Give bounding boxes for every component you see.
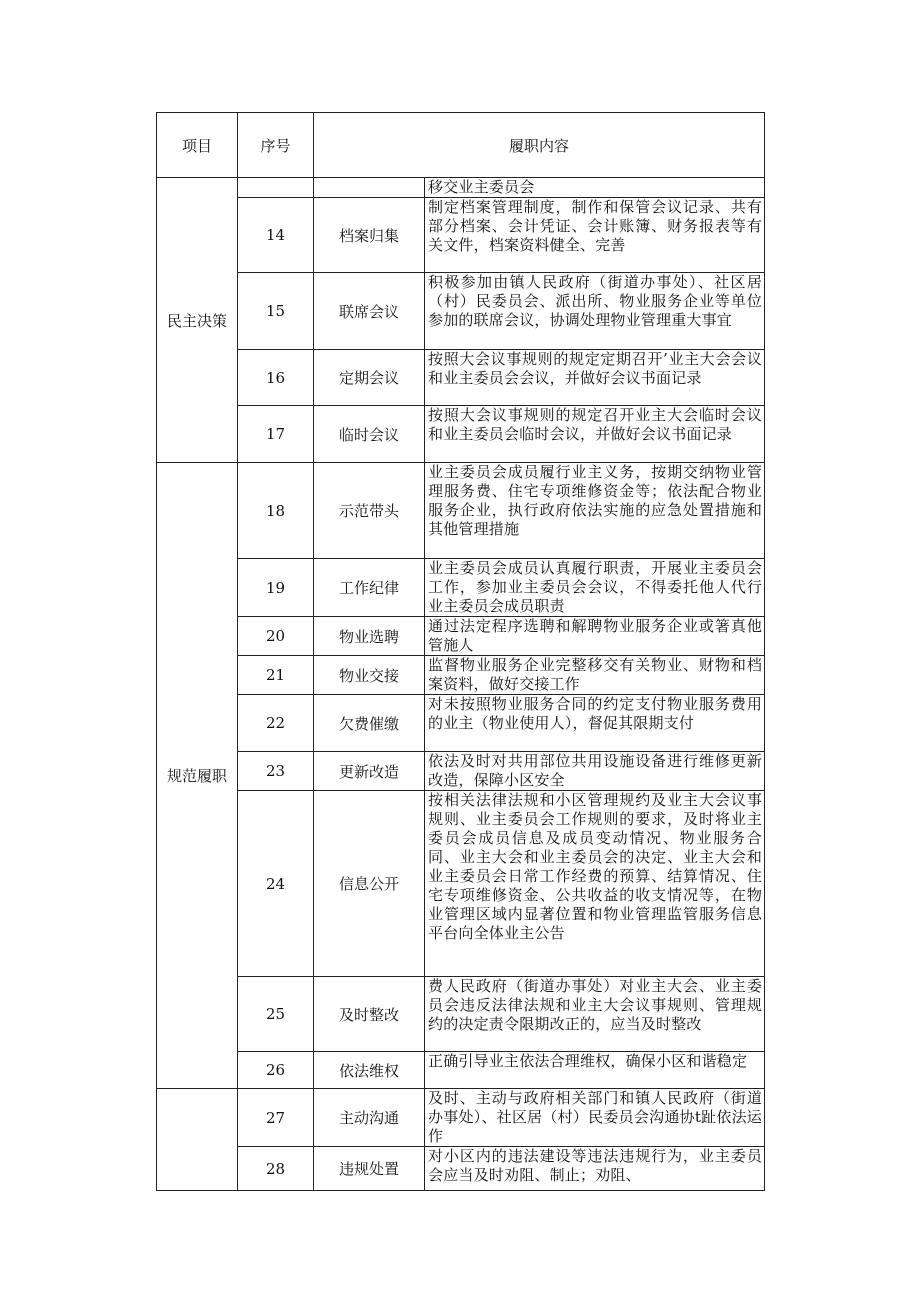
row-content: 制定档案管理制度，制作和保管会议记录、共有部分档案、会计凭证、会计账簿、财务报表等有关文件，档案资料健全、完善 xyxy=(425,198,765,273)
row-content: 费人民政府（街道办事处）对业主大会、业主委员会违反法律法规和业主大会议事规则、管理规约的决定责令限期改正的，应当及时整改 xyxy=(425,977,765,1052)
table-row xyxy=(157,977,765,1052)
row-content: 积极参加由镇人民政府（街道办事处）、社区居（村）民委员会、派出所、物业服务企业等单位参加的联席会议，协调处理物业管理重大事宜 xyxy=(425,273,765,350)
row-number: 27 xyxy=(238,1089,314,1147)
row-number: 21 xyxy=(238,656,314,695)
row-name: 依法维权 xyxy=(314,1052,425,1089)
row-content: 通过法定程序选聘和解聘物业服务企业或箸真他管施人 xyxy=(425,617,765,656)
row-name xyxy=(314,178,425,198)
row-number: 28 xyxy=(238,1147,314,1191)
row-name: 临时会议 xyxy=(314,406,425,463)
row-number xyxy=(238,178,314,198)
category-minzhu: 民主决策 xyxy=(157,178,238,463)
row-number: 19 xyxy=(238,559,314,617)
row-number: 20 xyxy=(238,617,314,656)
table-row xyxy=(157,463,765,559)
row-name: 定期会议 xyxy=(314,350,425,406)
row-number: 18 xyxy=(238,463,314,559)
row-number: 24 xyxy=(238,791,314,977)
row-name: 物业选聘 xyxy=(314,617,425,656)
row-name: 违规处置 xyxy=(314,1147,425,1191)
table-row xyxy=(157,559,765,617)
header-row xyxy=(157,113,765,178)
row-content: 对未按照物业服务合同的约定支付物业服务费用的业主（物业使用人），督促其限期支付 xyxy=(425,695,765,752)
row-name: 欠费催缴 xyxy=(314,695,425,752)
duty-table xyxy=(156,112,765,1191)
row-content: 业主委员会成员认真履行职责，开展业主委员会工作，参加业主委员会会议，不得委托他人代行业主委员会成员职责 xyxy=(425,559,765,617)
row-number: 14 xyxy=(238,198,314,273)
table-row xyxy=(157,1147,765,1191)
row-number: 15 xyxy=(238,273,314,350)
row-number: 17 xyxy=(238,406,314,463)
header-number: 序号 xyxy=(238,113,314,178)
category-last xyxy=(157,1089,238,1191)
category-guifan: 规范履职 xyxy=(157,463,238,1089)
row-content: 正确引导业主依法合理维权，确保小区和谐稳定 xyxy=(425,1052,765,1089)
row-content: 按照大会议事规则的规定定期召开’业主大会会议和业主委员会会议，并做好会议书面记录 xyxy=(425,350,765,406)
row-name: 及时整改 xyxy=(314,977,425,1052)
table-row xyxy=(157,1052,765,1089)
row-name: 联席会议 xyxy=(314,273,425,350)
row-name: 档案归集 xyxy=(314,198,425,273)
table-row xyxy=(157,695,765,752)
table-row xyxy=(157,198,765,273)
row-name: 工作纪律 xyxy=(314,559,425,617)
row-content: 及时、主动与政府相关部门和镇人民政府（街道办事处）、社区居（村）民委员会沟通协t趾依法运作 xyxy=(425,1089,765,1147)
row-name: 更新改造 xyxy=(314,752,425,791)
row-number: 22 xyxy=(238,695,314,752)
table-row xyxy=(157,273,765,350)
header-category: 项目 xyxy=(157,113,238,178)
row-name: 物业交接 xyxy=(314,656,425,695)
table-row xyxy=(157,178,765,198)
row-number: 16 xyxy=(238,350,314,406)
row-number: 26 xyxy=(238,1052,314,1089)
row-name: 示范带头 xyxy=(314,463,425,559)
table-row xyxy=(157,350,765,406)
row-name: 信息公开 xyxy=(314,791,425,977)
header-content: 履职内容 xyxy=(314,113,765,178)
row-content: 按照大会议事规则的规定召开业主大会临时会议和业主委员会临时会议，并做好会议书面记录 xyxy=(425,406,765,463)
row-content: 业主委员会成员履行业主义务，按期交纳物业管理服务费、住宅专项维修资金等；依法配合物业服务企业，执行政府依法实施的应急处置措施和其他管理措施 xyxy=(425,463,765,559)
row-name: 主动沟通 xyxy=(314,1089,425,1147)
row-number: 25 xyxy=(238,977,314,1052)
row-content: 移交业主委员会 xyxy=(425,178,765,198)
row-number: 23 xyxy=(238,752,314,791)
row-content: 监督物业服务企业完整移交有关物业、财物和档案资料，做好交接工作 xyxy=(425,656,765,695)
row-content: 依法及时对共用部位共用设施设备进行维修更新改造，保障小区安全 xyxy=(425,752,765,791)
table-row xyxy=(157,617,765,656)
table-row xyxy=(157,656,765,695)
table-row xyxy=(157,752,765,791)
row-content: 对小区内的违法建设等违法违规行为，业主委员会应当及时劝阻、制止；劝阻、 xyxy=(425,1147,765,1191)
row-content: 按相关法律法规和小区管理规约及业主大会议事规则、业主委员会工作规则的要求，及时将业主委员会成员信息及成员变动情况、物业服务合同、业主大会和业主委员会的决定、业主大会和业主委员会日常工作经费的预算、结算情况、住宅专项维修资金、公共收益的收支情况等，在物业管理区域内显著位置和物业管理监管服务信息平台向全体业主公告 xyxy=(425,791,765,977)
table-row xyxy=(157,1089,765,1147)
table-row xyxy=(157,406,765,463)
table-row xyxy=(157,791,765,977)
